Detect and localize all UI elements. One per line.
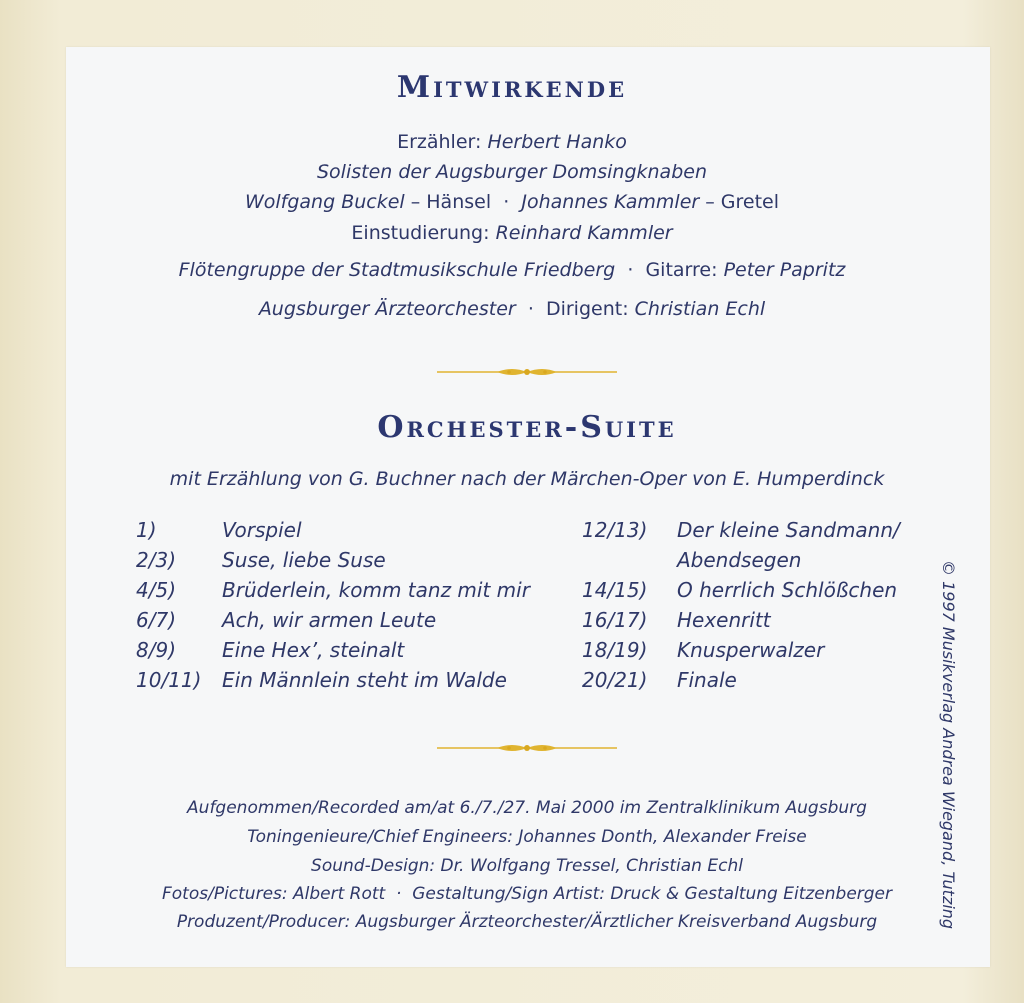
recorded-line: Aufgenommen/Recorded am/at 6./7./27. Mai 2000 im Zentralklinikum Augsburg: [187, 798, 867, 818]
design-credit: Gestaltung/Sign Artist: Druck & Gestaltung Eitzenberger: [412, 884, 893, 904]
rehearsal-name: Reinhard Kammler: [495, 222, 673, 244]
separator: ·: [503, 191, 510, 213]
cast-heading: Mitwirkende: [396, 70, 628, 105]
track-number: 4/5): [136, 578, 176, 602]
suite-subtitle: mit Erzählung von G. Buchner nach der Märchen-Oper von E. Humperdinck: [169, 468, 885, 490]
track-number: 16/17): [582, 608, 648, 632]
track-number: 18/19): [582, 638, 648, 662]
track-number: 6/7): [136, 608, 176, 632]
narrator-line: [0, 131, 1024, 153]
rehearsal-line: [0, 222, 1024, 244]
photos-design-line: [0, 884, 1024, 904]
engineers-line: Toningenieure/Chief Engineers: Johannes Donth, Alexander Freise: [247, 827, 807, 847]
separator: ·: [527, 298, 534, 320]
narrator-name: Herbert Hanko: [487, 131, 627, 153]
orchestra-line: [0, 298, 1024, 320]
track-number: 1): [136, 518, 157, 542]
role1-part: – Hänsel: [410, 191, 492, 213]
producer-line: Produzent/Producer: Augsburger Ärzteorchester/Ärztlicher Kreisverband Augsburg: [176, 912, 878, 932]
track-number: 12/13): [582, 518, 648, 542]
track-title: Suse, liebe Suse: [222, 548, 386, 572]
track-title: Hexenritt: [677, 608, 771, 632]
suite-heading: Orchester-Suite: [377, 410, 677, 445]
orchestra-name: Augsburger Ärzteorchester: [258, 298, 516, 320]
separator: ·: [627, 259, 634, 281]
track-title: Knusperwalzer: [677, 638, 825, 662]
track-title: Ein Männlein steht im Walde: [222, 668, 507, 692]
track-number: 14/15): [582, 578, 648, 602]
track-title: O herrlich Schlößchen: [677, 578, 898, 602]
track-number: 20/21): [582, 668, 648, 692]
roles-line: [0, 191, 1024, 213]
narrator-label: Erzähler:: [397, 131, 482, 153]
flute-line: [0, 259, 1024, 281]
guitar-name: Peter Papritz: [723, 259, 846, 281]
track-title: Brüderlein, komm tanz mit mir: [222, 578, 530, 602]
flute-group: Flötengruppe der Stadtmusikschule Friedberg: [178, 259, 616, 281]
photos-credit: Fotos/Pictures: Albert Rott: [161, 884, 386, 904]
sound-design-line: Sound-Design: Dr. Wolfgang Tressel, Christian Echl: [311, 856, 743, 876]
track-number: 10/11): [136, 668, 202, 692]
track-title: Finale: [677, 668, 737, 692]
track-title: Eine Hex’, steinalt: [222, 638, 405, 662]
role2-part: – Gretel: [705, 191, 780, 213]
copyright-notice: © 1997 Musikverlag Andrea Wiegand, Tutzing: [939, 560, 958, 930]
track-title: Abendsegen: [677, 548, 802, 572]
track-number: 2/3): [136, 548, 176, 572]
separator: ·: [396, 884, 402, 904]
role2-name: Johannes Kammler: [521, 191, 700, 213]
guitar-label: Gitarre:: [645, 259, 718, 281]
conductor-name: Christian Echl: [634, 298, 766, 320]
rehearsal-label: Einstudierung:: [351, 222, 490, 244]
track-title: Vorspiel: [222, 518, 302, 542]
soloists-line: Solisten der Augsburger Domsingknaben: [316, 161, 707, 183]
ornament-divider-icon: [437, 742, 617, 754]
track-number: 8/9): [136, 638, 176, 662]
conductor-label: Dirigent:: [545, 298, 629, 320]
ornament-divider-icon: [437, 366, 617, 378]
track-title: Der kleine Sandmann/: [677, 518, 900, 542]
role1-name: Wolfgang Buckel: [244, 191, 405, 213]
track-title: Ach, wir armen Leute: [222, 608, 437, 632]
